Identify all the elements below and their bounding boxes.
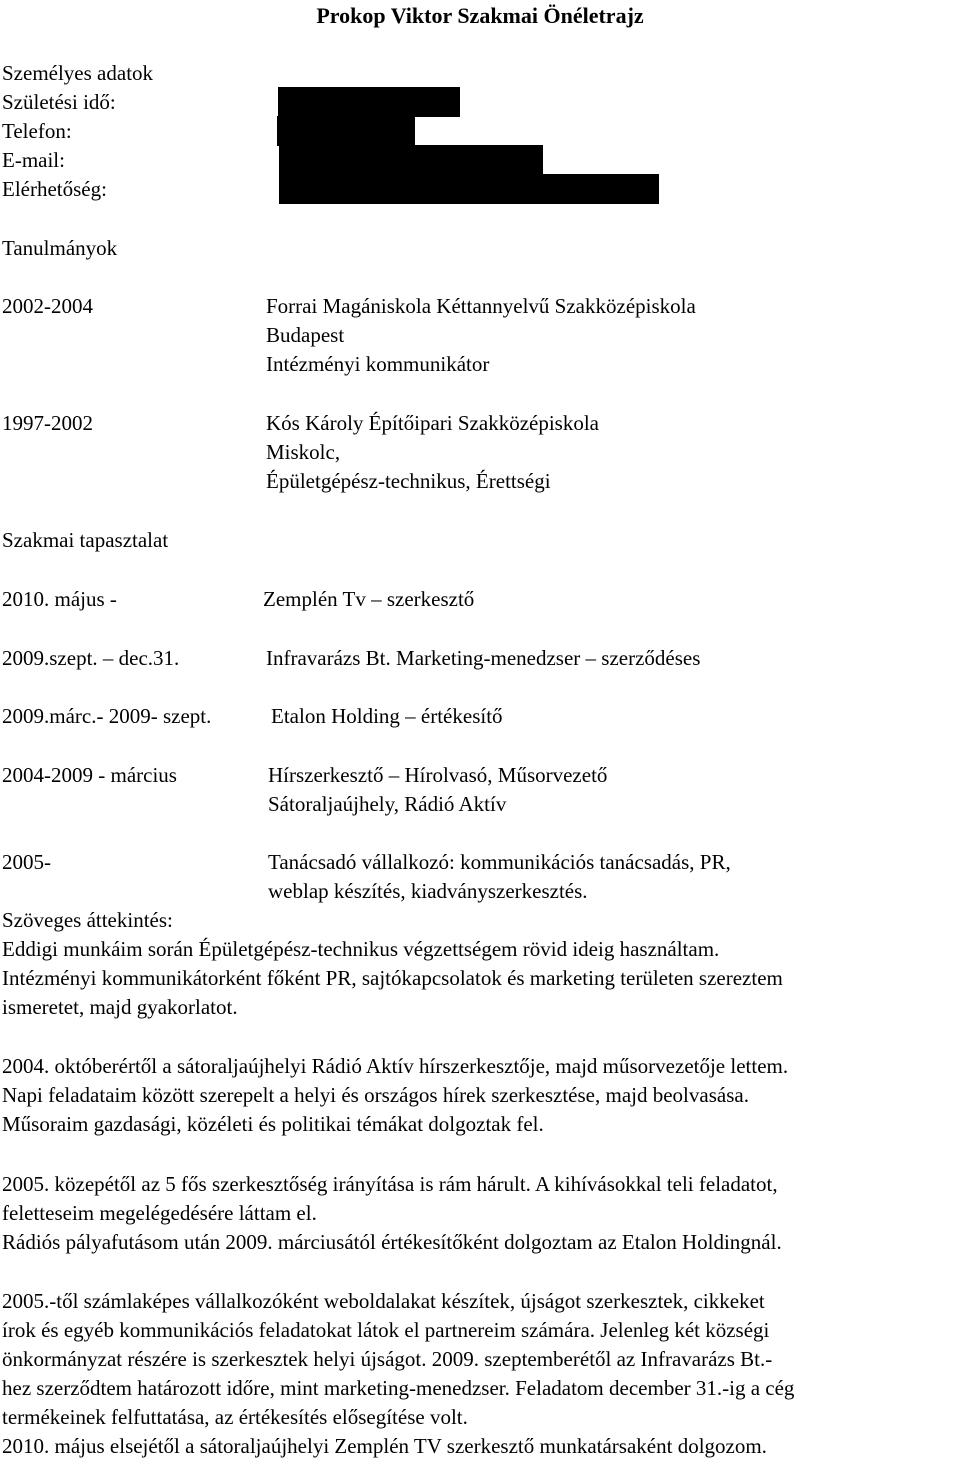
study-line: Kós Károly Építőipari Szakközépiskola	[266, 411, 600, 435]
experience-text: Hírszerkesztő – Hírolvasó, Műsorvezető	[268, 763, 608, 787]
paragraph-line: Napi feladataim között szerepelt a helyi és országos hírek szerkesztése, majd beolvasása.	[2, 1083, 749, 1107]
paragraph-line: feletteseim megelégedésére láttam el.	[2, 1201, 317, 1225]
paragraph-line: 2004. októberértől a sátoraljaújhelyi Rádió Aktív hírszerkesztője, majd műsorvezetője lettem.	[2, 1054, 789, 1078]
experience-heading: Szakmai tapasztalat	[2, 528, 169, 552]
paragraph-line: 2010. május elsejétől a sátoraljaújhelyi Zemplén TV szerkesztő munkatársaként dolgozom.	[2, 1434, 767, 1458]
experience-text: Tanácsadó vállalkozó: kommunikációs tanácsadás, PR,	[268, 850, 731, 874]
experience-text: Infravarázs Bt. Marketing-menedzser – szerződéses	[266, 646, 701, 670]
study-line: Miskolc,	[266, 440, 341, 464]
experience-period: 2004-2009 - március	[2, 763, 177, 787]
experience-text: weblap készítés, kiadványszerkesztés.	[268, 879, 588, 903]
study-line: Intézményi kommunikátor	[266, 352, 490, 376]
redacted-email	[279, 145, 543, 175]
paragraph-line: Intézményi kommunikátorként főként PR, sajtókapcsolatok és marketing területen szereztem	[2, 966, 783, 990]
summary-paragraph-4	[2, 1287, 958, 1461]
paragraph-line: Rádiós pályafutásom után 2009. márciusától értékesítőként dolgoztam az Etalon Holdingnál.	[2, 1230, 782, 1254]
document-title: Prokop Viktor Szakmai Önéletrajz	[316, 3, 644, 28]
personal-heading: Személyes adatok	[2, 61, 154, 85]
summary-heading: Szöveges áttekintés:	[2, 908, 173, 932]
study-line: Budapest	[266, 323, 345, 347]
paragraph-line: Eddigi munkáim során Épületgépész-technikus végzettségem rövid ideig használtam.	[2, 937, 720, 961]
paragraph-line: 2005.-től számlaképes vállalkozóként weboldalakat készítek, újságot szerkesztek, cikkeket	[2, 1289, 765, 1313]
paragraph-line: 2005. közepétől az 5 fős szerkesztőség irányítása is rám hárult. A kihívásokkal teli feladatot,	[2, 1172, 778, 1196]
redacted-contact	[279, 174, 659, 204]
study-line: Épületgépész-technikus, Érettségi	[266, 469, 551, 493]
birth-label: Születési idő:	[2, 90, 116, 114]
phone-label: Telefon:	[2, 119, 72, 143]
summary-paragraph-2	[2, 1052, 958, 1139]
paragraph-line: termékeinek felfuttatása, az értékesítés elősegítése volt.	[2, 1405, 468, 1429]
redacted-phone	[277, 116, 415, 146]
paragraph-line: hez szerződtem határozott időre, mint marketing-menedzser. Feladatom december 31.-ig a cég	[2, 1376, 795, 1400]
email-label: E-mail:	[2, 148, 65, 172]
study-years: 1997-2002	[2, 411, 93, 435]
summary-paragraph-3	[2, 1170, 958, 1257]
experience-text: Sátoraljaújhely, Rádió Aktív	[268, 792, 507, 816]
redacted-birth	[278, 87, 460, 117]
paragraph-line: írok és egyéb kommunikációs feladatokat látok el partnereim számára. Jelenleg két községi	[2, 1318, 770, 1342]
experience-period: 2009.szept. – dec.31.	[2, 646, 180, 670]
experience-period: 2005-	[2, 850, 51, 874]
paragraph-line: ismeretet, majd gyakorlatot.	[2, 995, 238, 1019]
experience-period: 2009.márc.- 2009- szept.	[2, 704, 212, 728]
experience-text: Etalon Holding – értékesítő	[271, 704, 503, 728]
paragraph-line: Műsoraim gazdasági, közéleti és politikai témákat dolgoztak fel.	[2, 1112, 544, 1136]
study-years: 2002-2004	[2, 294, 93, 318]
studies-heading: Tanulmányok	[2, 236, 118, 260]
contact-label: Elérhetőség:	[2, 177, 107, 201]
experience-period: 2010. május -	[2, 587, 117, 611]
paragraph-line: önkormányzat részére is szerkesztek helyi újságot. 2009. szeptemberétől az Infravarázs Bt.-	[2, 1347, 773, 1371]
summary-paragraph-1	[2, 935, 958, 1022]
study-line: Forrai Magániskola Kéttannyelvű Szakközépiskola	[266, 294, 696, 318]
experience-text: Zemplén Tv – szerkesztő	[263, 587, 475, 611]
